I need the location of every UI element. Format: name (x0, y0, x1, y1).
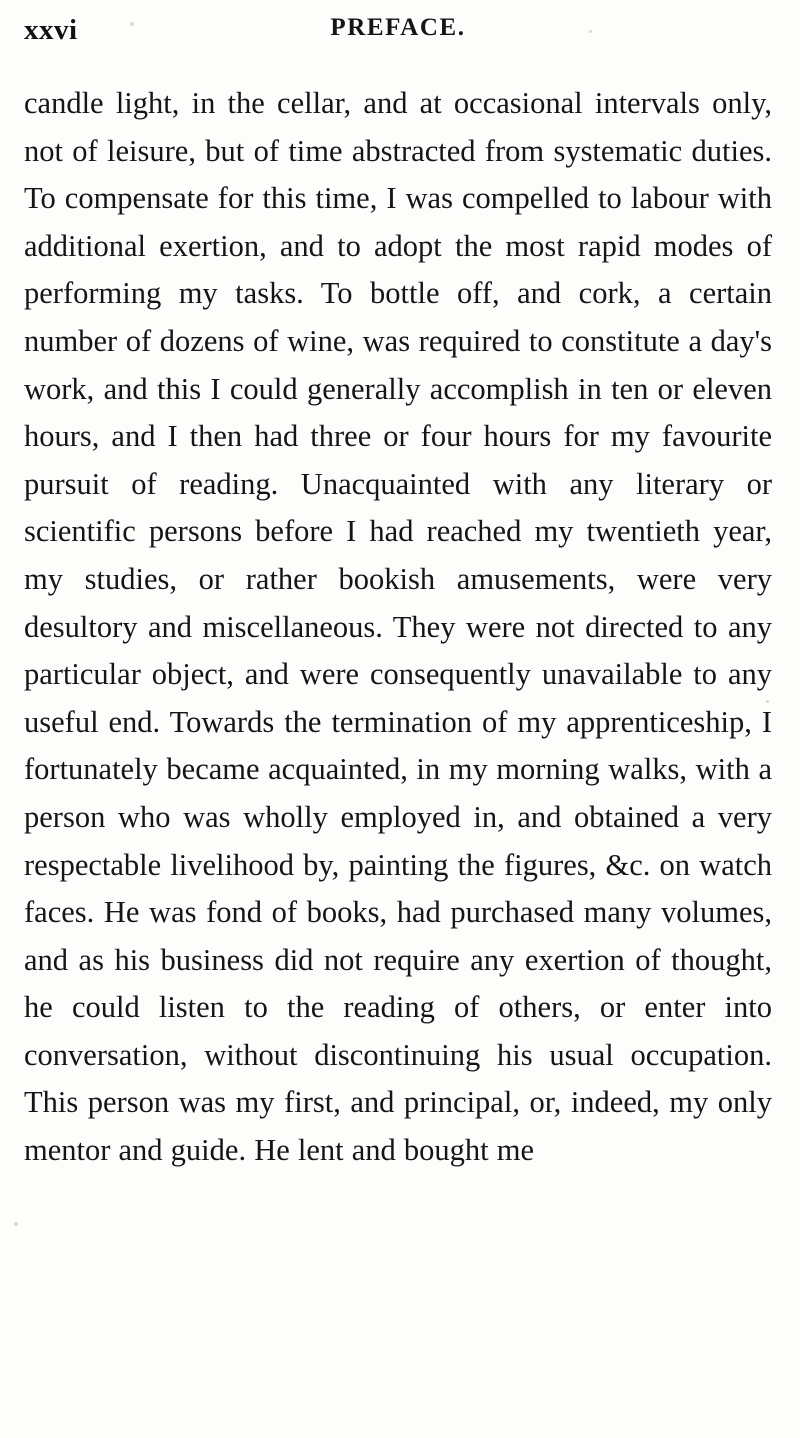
running-head (24, 14, 772, 54)
body-paragraph: candle light, in the cellar, and at occasional intervals only, not of leisure, but of time abstracted from systematic duties. To compensate for this time, I was compelled to labour with additional exertion, and to adopt the most rapid modes of performing my tasks. To bottle off, and cork, a certain number of dozens of wine, was required to constitute a day's work, and this I could generally accomplish in ten or eleven hours, and I then had three or four hours for my favourite pursuit of reading. Unacquainted with any literary or scientific persons before I had reached my twentieth year, my studies, or rather bookish amusements, were very desultory and miscellaneous. They were not directed to any particular object, and were consequently unavailable to any useful end. Towards the termination of my apprenticeship, I fortunately became acquainted, in my morning walks, with a person who was wholly employed in, and obtained a very respectable livelihood by, painting the figures, &c. on watch faces. He was fond of books, had purchased many volumes, and as his business did not require any exertion of thought, he could listen to the reading of others, or enter into conversation, without discontinuing his usual occupation. This person was my first, and principal, or, indeed, my only mentor and guide. He lent and bought me (24, 86, 772, 1168)
paper-speckle (14, 1222, 18, 1226)
running-head-title: PREFACE. (330, 14, 466, 41)
body-text (24, 80, 772, 1175)
page-number: xxvi (24, 14, 78, 46)
